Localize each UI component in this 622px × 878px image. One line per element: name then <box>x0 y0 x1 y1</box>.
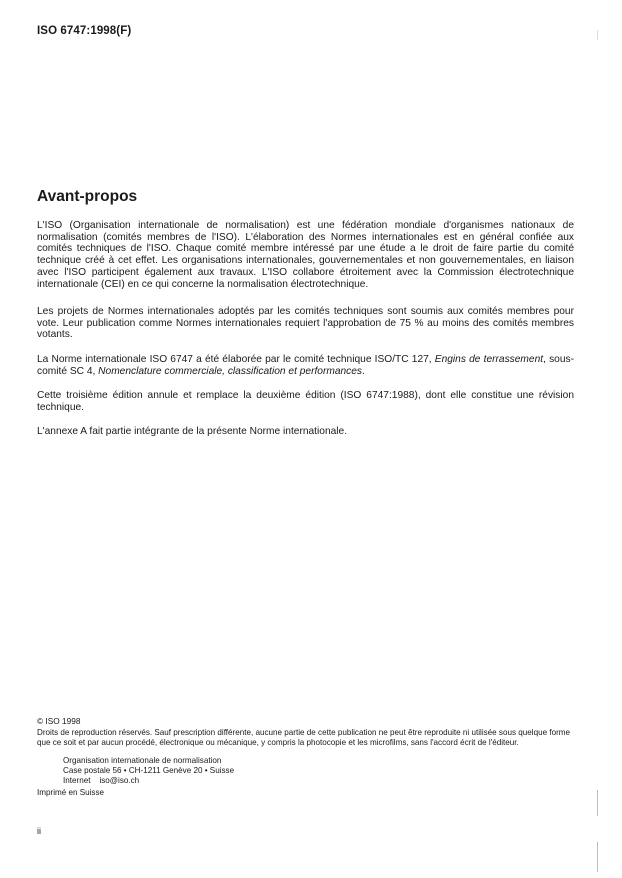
internet-label: Internet <box>63 776 91 786</box>
standard-reference: ISO 6747:1998(F) <box>37 25 132 37</box>
foreword-paragraph-3 <box>37 354 574 377</box>
paragraph-3-title-italic: Engins de terrassement <box>434 354 544 365</box>
foreword-paragraph-4: Cette troisième édition annule et remplace la deuxième édition (ISO 6747:1988), dont elle constitue une révision technique. <box>37 390 574 413</box>
foreword-paragraph-5: L'annexe A fait partie intégrante de la présente Norme internationale. <box>37 426 348 437</box>
foreword-paragraph-2: Les projets de Normes internationales adoptés par les comités techniques sont soumis aux comités membres pour vote. Leur publication comme Normes internationales requiert l'approbation de 75 % au moins des comités membres votants. <box>37 306 574 341</box>
scan-artifact-line <box>597 842 598 872</box>
organization-name: Organisation internationale de normalisation <box>63 756 222 765</box>
foreword-paragraph-1: L'ISO (Organisation internationale de normalisation) est une fédération mondiale d'organismes nationaux de normalisation (comités membres de l'ISO). L'élaboration des Normes internationales est en général confiée aux comités techniques de l'ISO. Chaque comité membre intéressé par une étude a le droit de faire partie du comité technique créé à cet effet. Les organisations internationales, gouvernementales et non gouvernementales, en liaison avec l'ISO participent également aux travaux. L'ISO collabore étroitement avec la Commission électrotechnique internationale (CEI) en ce qui concerne la normalisation électrotechnique. <box>37 220 574 290</box>
paragraph-3-after: . <box>362 365 365 377</box>
scan-artifact-line <box>597 790 598 816</box>
copyright-notice: © ISO 1998 <box>37 716 81 726</box>
page-number: ii <box>37 826 41 836</box>
paragraph-3-before: La Norme internationale ISO 6747 a été élaborée par le comité technique ISO/TC 127, <box>37 354 432 365</box>
paragraph-3-subtitle-italic: Nomenclature commerciale, classification et performances <box>98 365 363 377</box>
printed-in: Imprimé en Suisse <box>37 788 105 797</box>
foreword-title: Avant-propos <box>37 188 138 205</box>
postal-address: Case postale 56 • CH-1211 Genève 20 • Suisse <box>63 766 235 776</box>
address-block <box>63 756 234 787</box>
internet-line <box>63 776 234 786</box>
paragraph-3-middle: , sous-comité SC 4, <box>37 354 574 377</box>
reproduction-rights: Droits de reproduction réservés. Sauf prescription différente, aucune partie de cette publication ne peut être reproduite ni utilisée sous quelque forme que ce soit et par aucun procédé, électronique ou mécanique, y compris la photocopie et les microfilms, sans l'accord écrit de l'éditeur. <box>37 728 571 748</box>
internet-address: iso@iso.ch <box>99 776 140 786</box>
scan-artifact-line <box>597 30 598 40</box>
